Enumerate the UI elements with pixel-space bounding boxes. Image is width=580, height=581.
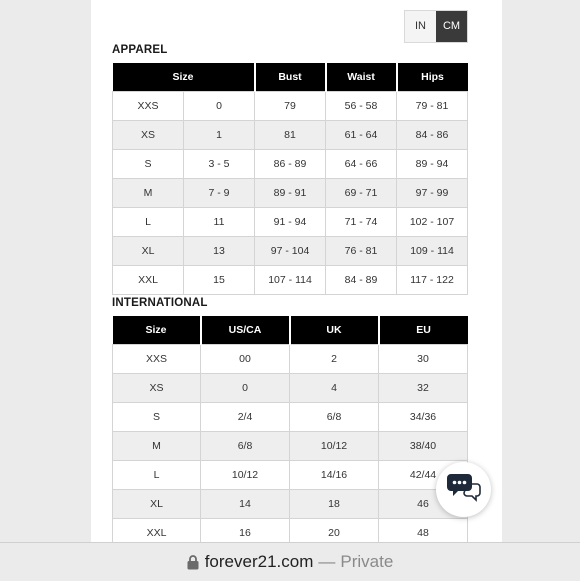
apparel-cell: 76 - 81 <box>326 237 397 266</box>
lock-icon <box>187 555 199 570</box>
international-cell: 4 <box>290 374 379 403</box>
international-row <box>113 345 468 374</box>
international-table <box>112 316 468 548</box>
apparel-cell: XL <box>113 237 184 266</box>
apparel-cell: 56 - 58 <box>326 92 397 121</box>
apparel-cell: XS <box>113 121 184 150</box>
international-cell: 2/4 <box>201 403 290 432</box>
apparel-cell: 117 - 122 <box>397 266 468 295</box>
apparel-header-waist: Waist <box>326 63 397 92</box>
international-header-usca: US/CA <box>201 316 290 345</box>
international-cell: XL <box>113 490 201 519</box>
international-header-row <box>113 316 468 345</box>
chat-button[interactable] <box>436 462 491 517</box>
apparel-cell: 64 - 66 <box>326 150 397 179</box>
unit-cm-button[interactable]: CM <box>436 11 467 42</box>
apparel-header-hips: Hips <box>397 63 468 92</box>
apparel-cell: 89 - 94 <box>397 150 468 179</box>
apparel-cell: 102 - 107 <box>397 208 468 237</box>
apparel-cell: 15 <box>184 266 255 295</box>
international-cell: 34/36 <box>379 403 468 432</box>
apparel-header-row <box>113 63 468 92</box>
apparel-row <box>113 179 468 208</box>
apparel-cell: S <box>113 150 184 179</box>
apparel-cell: 1 <box>184 121 255 150</box>
apparel-cell: L <box>113 208 184 237</box>
international-cell: S <box>113 403 201 432</box>
apparel-row <box>113 121 468 150</box>
apparel-row <box>113 208 468 237</box>
apparel-cell: XXL <box>113 266 184 295</box>
apparel-cell: M <box>113 179 184 208</box>
international-cell: 42/44 <box>379 461 468 490</box>
international-row <box>113 490 468 519</box>
international-cell: 6/8 <box>290 403 379 432</box>
apparel-cell: 71 - 74 <box>326 208 397 237</box>
apparel-cell: 7 - 9 <box>184 179 255 208</box>
address-separator: — <box>318 552 336 571</box>
apparel-cell: 61 - 64 <box>326 121 397 150</box>
apparel-cell: 13 <box>184 237 255 266</box>
apparel-cell: 107 - 114 <box>255 266 326 295</box>
international-cell: 10/12 <box>290 432 379 461</box>
international-title: INTERNATIONAL <box>112 297 208 309</box>
international-row <box>113 432 468 461</box>
international-cell: XXS <box>113 345 201 374</box>
unit-in-button[interactable]: IN <box>405 11 436 42</box>
international-cell: 30 <box>379 345 468 374</box>
apparel-row <box>113 92 468 121</box>
international-header-size: Size <box>113 316 201 345</box>
international-row <box>113 403 468 432</box>
address-domain: forever21.com <box>204 552 314 571</box>
international-cell: 10/12 <box>201 461 290 490</box>
apparel-table <box>112 63 468 295</box>
international-header-eu: EU <box>379 316 468 345</box>
international-cell: 38/40 <box>379 432 468 461</box>
apparel-cell: XXS <box>113 92 184 121</box>
apparel-cell: 11 <box>184 208 255 237</box>
international-cell: 16 <box>201 519 290 548</box>
international-cell: 14 <box>201 490 290 519</box>
international-row <box>113 374 468 403</box>
apparel-cell: 109 - 114 <box>397 237 468 266</box>
apparel-cell: 84 - 86 <box>397 121 468 150</box>
international-cell: L <box>113 461 201 490</box>
international-header-uk: UK <box>290 316 379 345</box>
international-cell: 48 <box>379 519 468 548</box>
international-cell: XS <box>113 374 201 403</box>
apparel-cell: 97 - 104 <box>255 237 326 266</box>
privacy-status: Private <box>340 552 394 571</box>
apparel-cell: 91 - 94 <box>255 208 326 237</box>
chat-bubbles-icon <box>447 472 481 507</box>
international-cell: 00 <box>201 345 290 374</box>
international-row <box>113 461 468 490</box>
apparel-row <box>113 150 468 179</box>
international-cell: XXL <box>113 519 201 548</box>
apparel-header-bust: Bust <box>255 63 326 92</box>
apparel-cell: 79 <box>255 92 326 121</box>
international-cell: 6/8 <box>201 432 290 461</box>
international-cell: 20 <box>290 519 379 548</box>
apparel-cell: 79 - 81 <box>397 92 468 121</box>
apparel-cell: 0 <box>184 92 255 121</box>
international-cell: 0 <box>201 374 290 403</box>
apparel-cell: 84 - 89 <box>326 266 397 295</box>
apparel-title: APPAREL <box>112 44 168 56</box>
international-cell: M <box>113 432 201 461</box>
international-cell: 32 <box>379 374 468 403</box>
apparel-row <box>113 266 468 295</box>
apparel-header-size: Size <box>113 63 255 92</box>
international-cell: 2 <box>290 345 379 374</box>
apparel-cell: 69 - 71 <box>326 179 397 208</box>
unit-toggle <box>404 10 468 43</box>
apparel-row <box>113 237 468 266</box>
address-bar[interactable] <box>0 542 580 581</box>
apparel-cell: 97 - 99 <box>397 179 468 208</box>
apparel-cell: 89 - 91 <box>255 179 326 208</box>
apparel-cell: 81 <box>255 121 326 150</box>
apparel-cell: 3 - 5 <box>184 150 255 179</box>
international-cell: 46 <box>379 490 468 519</box>
apparel-cell: 86 - 89 <box>255 150 326 179</box>
international-cell: 18 <box>290 490 379 519</box>
international-cell: 14/16 <box>290 461 379 490</box>
